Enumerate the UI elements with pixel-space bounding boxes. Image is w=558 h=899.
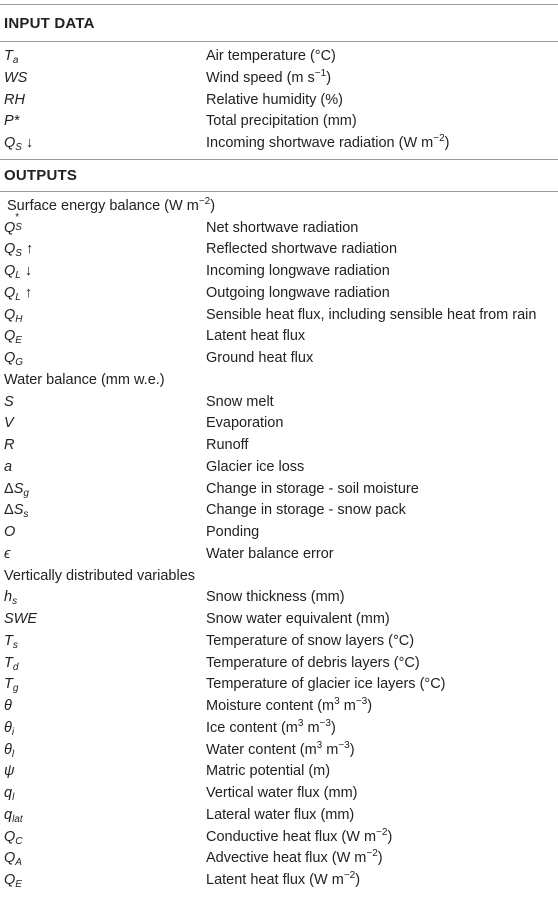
subheading-text: Water balance (mm w.e.) — [4, 371, 165, 388]
description-text: Temperature of snow layers (°C) — [206, 632, 415, 649]
row-symbol — [4, 326, 22, 348]
symbol-base: Q — [4, 306, 16, 323]
symbol-base: Q — [4, 241, 16, 258]
water-row — [0, 500, 558, 522]
row-symbol — [4, 544, 10, 566]
row-symbol — [4, 283, 32, 305]
row-description — [206, 631, 414, 653]
vertical-row — [0, 783, 558, 805]
row-symbol — [4, 740, 14, 762]
row-description — [206, 46, 336, 68]
symbol-base: T — [4, 48, 13, 64]
description-text: Air temperature (°C) — [206, 48, 336, 64]
symbol-subscript: s — [23, 509, 29, 521]
symbol-subscript: C — [15, 835, 23, 847]
symbol-base: h — [4, 589, 13, 606]
row-description — [206, 544, 334, 566]
row-symbol — [4, 870, 22, 892]
row-description — [206, 413, 283, 435]
unit-close: ) — [387, 828, 393, 845]
row-description — [206, 261, 390, 283]
symbol-base: R — [4, 437, 15, 453]
symbol-base: Q — [4, 263, 16, 279]
description-text: Ground heat flux — [206, 350, 314, 366]
unit-close: ) — [367, 698, 373, 714]
row-description — [206, 90, 343, 112]
arrow-icon: ↑ — [20, 284, 33, 301]
symbol-base: Q — [4, 350, 16, 366]
energy-row — [0, 305, 558, 327]
row-description — [206, 392, 274, 414]
outputs-header: OUTPUTS — [0, 159, 558, 192]
unit-text: m — [339, 698, 356, 714]
symbol-base: SWE — [4, 611, 38, 627]
row-symbol — [4, 783, 14, 805]
description-text: Latent heat flux (W m — [206, 872, 344, 888]
symbol-prefix: Δ — [4, 480, 14, 497]
subheading-text: Vertically distributed variables — [4, 567, 196, 584]
row-description — [206, 111, 357, 133]
row-symbol — [4, 211, 24, 240]
description-text: Outgoing longwave radiation — [206, 284, 390, 301]
description-text: Relative humidity (%) — [206, 91, 343, 108]
row-symbol — [4, 674, 18, 696]
row-description — [206, 500, 406, 522]
vertical-row — [0, 653, 558, 675]
input-row — [0, 90, 558, 112]
row-description — [206, 326, 305, 348]
description-text: Water balance error — [206, 545, 334, 562]
description-text: Advective heat flux (W m — [206, 850, 367, 867]
symbol-subscript: H — [15, 313, 23, 325]
vertical-row — [0, 827, 558, 849]
water-row — [0, 457, 558, 479]
symbol-superscript: * — [15, 211, 20, 223]
row-description — [206, 68, 331, 90]
energy-row — [0, 348, 558, 370]
vertical-row — [0, 761, 558, 783]
input-row — [0, 46, 558, 68]
symbol-base: Q — [4, 828, 16, 845]
unit-exponent: −3 — [338, 739, 350, 751]
symbol-base: Q — [4, 872, 16, 888]
row-symbol — [4, 305, 23, 327]
symbol-subscript: d — [12, 661, 19, 673]
row-description — [206, 457, 304, 479]
row-description — [206, 827, 392, 849]
vertical-row — [0, 696, 558, 718]
energy-balance-subheading — [0, 196, 558, 218]
symbol-subscript: a — [12, 55, 19, 66]
row-symbol — [4, 435, 14, 457]
unit-exponent: −2 — [366, 848, 378, 860]
vertical-row — [0, 631, 558, 653]
description-text: Latent heat flux — [206, 328, 306, 345]
symbol-base: Q — [4, 284, 16, 301]
symbol-subscript: i — [11, 726, 15, 738]
unit-exponent: −2 — [376, 826, 388, 838]
row-symbol — [4, 90, 25, 112]
row-description — [206, 674, 446, 696]
row-symbol — [4, 239, 33, 261]
row-description — [206, 696, 372, 718]
description-text: Reflected shortwave radiation — [206, 241, 398, 258]
unit-close: ) — [349, 741, 355, 758]
row-symbol — [4, 479, 29, 501]
row-symbol — [4, 111, 19, 133]
energy-row — [0, 283, 558, 305]
unit-exponent: 3 — [316, 739, 323, 751]
row-description — [206, 587, 345, 609]
symbol-subscript: lat — [12, 813, 23, 825]
description-text: Evaporation — [206, 415, 284, 432]
symbol-subscript: l — [12, 792, 15, 803]
input-row — [0, 68, 558, 90]
description-text: Glacier ice loss — [206, 458, 305, 475]
symbol-base: RH — [4, 91, 25, 108]
symbol-base: θ — [4, 698, 12, 714]
description-text: Incoming shortwave radiation (W m — [206, 135, 434, 151]
row-symbol — [4, 348, 23, 370]
symbol-base: T — [4, 676, 13, 693]
row-symbol — [4, 133, 33, 155]
row-symbol — [4, 805, 23, 827]
row-symbol — [4, 392, 14, 414]
row-symbol — [4, 696, 12, 718]
row-symbol — [4, 827, 23, 849]
symbol-subscript: L — [15, 291, 21, 303]
row-symbol — [4, 761, 15, 783]
symbol-base: T — [4, 654, 13, 671]
symbol-base: V — [4, 415, 14, 432]
symbol-subscript: L — [15, 270, 21, 281]
row-description — [206, 239, 397, 261]
row-symbol — [4, 609, 37, 631]
water-row — [0, 413, 558, 435]
unit-close: ) — [444, 135, 450, 151]
symbol-base: ψ — [4, 763, 15, 780]
arrow-icon: ↑ — [21, 241, 34, 258]
water-balance-subheading — [0, 370, 558, 392]
row-symbol — [4, 587, 17, 609]
description-text: Temperature of debris layers (°C) — [206, 654, 420, 671]
row-description — [206, 761, 330, 783]
symbol-base: ϵ — [4, 545, 11, 562]
description-text: Incoming longwave radiation — [206, 263, 390, 279]
row-description — [206, 848, 383, 870]
symbol-base: Q — [4, 850, 16, 867]
description-text: Ponding — [206, 524, 260, 540]
row-symbol — [4, 631, 18, 653]
description-text: Runoff — [206, 437, 249, 453]
vertical-row — [0, 805, 558, 827]
symbol-base: a — [4, 458, 13, 475]
symbol-prefix: Δ — [4, 502, 14, 519]
unit-text: m — [303, 719, 320, 736]
energy-row — [0, 326, 558, 348]
input-data-header: INPUT DATA — [0, 4, 558, 42]
row-description — [206, 522, 259, 544]
symbol-subscript: s — [12, 596, 18, 608]
symbol-base: P* — [4, 113, 20, 130]
row-description — [206, 305, 536, 327]
row-description — [206, 218, 358, 240]
row-symbol — [4, 68, 27, 90]
row-symbol — [4, 457, 12, 479]
row-description — [206, 718, 336, 740]
symbol-subscript: S — [15, 221, 22, 233]
unit-exponent: −2 — [433, 133, 445, 144]
description-text: Snow melt — [206, 393, 274, 410]
vertical-row — [0, 848, 558, 870]
row-description — [206, 435, 248, 457]
symbol-subscript: E — [15, 879, 22, 890]
input-data-rows — [0, 46, 558, 155]
input-row — [0, 133, 558, 155]
row-description — [206, 348, 313, 370]
vertical-row — [0, 587, 558, 609]
symbol-base: θ — [4, 719, 12, 736]
unit-close: ) — [377, 850, 383, 867]
row-description — [206, 283, 390, 305]
unit-exponent: −2 — [343, 870, 356, 881]
symbol-subscript: s — [12, 639, 18, 651]
row-description — [206, 609, 390, 631]
symbol-subscript: S — [15, 248, 22, 260]
row-symbol — [4, 653, 18, 675]
description-text: Ice content (m — [206, 719, 298, 736]
vertical-row — [0, 609, 558, 631]
description-text: Lateral water flux (mm) — [206, 806, 355, 823]
row-description — [206, 870, 360, 892]
description-text: Vertical water flux (mm) — [206, 785, 358, 801]
unit-close: ) — [330, 719, 336, 736]
description-text: Sensible heat flux, including sensible heat from rain — [206, 306, 537, 323]
vertical-row — [0, 674, 558, 696]
symbol-subscript: E — [15, 335, 22, 347]
arrow-icon: ↓ — [21, 135, 34, 151]
symbol-subscript: S — [15, 142, 22, 153]
symbol-base: S — [4, 393, 14, 410]
unit-exponent: −1 — [314, 67, 327, 79]
description-text: Conductive heat flux (W m — [206, 828, 377, 845]
arrow-icon: ↓ — [20, 263, 33, 279]
row-symbol — [4, 848, 22, 870]
unit-exponent: 3 — [297, 717, 304, 729]
water-row — [0, 544, 558, 566]
input-row — [0, 111, 558, 133]
unit-exponent: −2 — [198, 195, 211, 207]
symbol-base: q — [4, 785, 13, 801]
symbol-base: O — [4, 524, 16, 540]
row-description — [206, 479, 419, 501]
description-text: Temperature of glacier ice layers (°C) — [206, 676, 446, 693]
outputs-rows — [0, 196, 558, 892]
row-description — [206, 740, 355, 762]
description-text: Total precipitation (mm) — [206, 113, 357, 130]
description-text: Water content (m — [206, 741, 317, 758]
symbol-base: q — [4, 806, 13, 823]
symbol-subsup — [15, 211, 24, 233]
water-row — [0, 392, 558, 414]
water-row — [0, 435, 558, 457]
description-text: Matric potential (m) — [206, 763, 331, 780]
symbol-subscript: g — [12, 683, 19, 695]
description-text: Surface energy balance (W m — [7, 197, 199, 214]
symbol-base: S — [13, 502, 24, 519]
symbol-subscript: l — [11, 748, 15, 760]
symbol-base: T — [4, 632, 13, 649]
unit-text: m — [322, 741, 339, 758]
symbol-base: Q — [4, 219, 16, 236]
description-text: Net shortwave radiation — [206, 219, 359, 236]
symbol-base: WS — [4, 69, 28, 86]
description-text: Change in storage - soil moisture — [206, 480, 419, 497]
row-symbol — [4, 500, 28, 522]
row-description — [206, 783, 357, 805]
energy-row — [0, 261, 558, 283]
row-description — [7, 196, 215, 218]
energy-row — [0, 239, 558, 261]
vertical-row — [0, 870, 558, 892]
description-text: Moisture content (m — [206, 698, 335, 714]
description-text: Snow thickness (mm) — [206, 589, 345, 606]
water-row — [0, 479, 558, 501]
symbol-base: S — [13, 480, 24, 497]
row-symbol — [4, 522, 15, 544]
vertical-row — [0, 718, 558, 740]
unit-exponent: −3 — [355, 696, 368, 707]
symbol-base: θ — [4, 741, 12, 758]
unit-close: ) — [326, 69, 332, 86]
symbol-subscript: A — [15, 857, 22, 869]
unit-close: ) — [355, 872, 361, 888]
description-text: Snow water equivalent (mm) — [206, 611, 390, 627]
symbol-base: Q — [4, 328, 16, 345]
description-text: Wind speed (m s — [206, 69, 315, 86]
row-description — [206, 133, 450, 155]
vertical-row — [0, 740, 558, 762]
row-symbol — [4, 718, 14, 740]
description-text: Change in storage - snow pack — [206, 502, 406, 519]
row-symbol — [4, 46, 18, 68]
energy-row — [0, 211, 558, 240]
row-description — [206, 805, 354, 827]
unit-close: ) — [210, 197, 216, 214]
symbol-subscript: g — [23, 487, 29, 499]
symbol-subscript: G — [15, 357, 24, 368]
symbol-base: Q — [4, 135, 16, 151]
row-description — [206, 653, 420, 675]
row-symbol — [4, 413, 14, 435]
unit-exponent: 3 — [334, 696, 340, 707]
unit-exponent: −3 — [319, 717, 331, 729]
vertical-variables-subheading — [0, 566, 558, 588]
row-symbol — [4, 261, 32, 283]
water-row — [0, 522, 558, 544]
